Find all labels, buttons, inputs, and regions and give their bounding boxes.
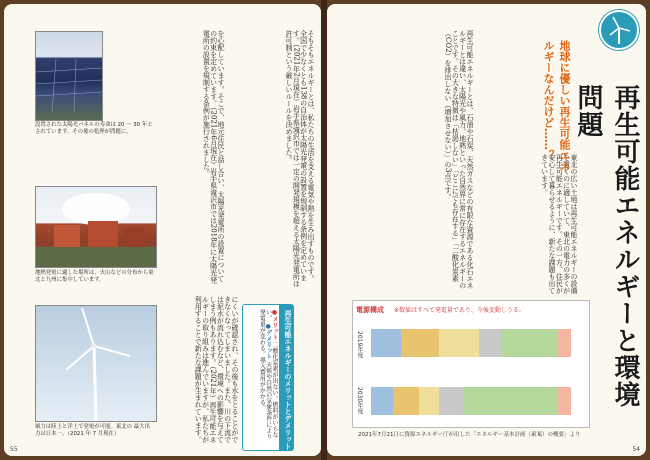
section-subtitle: 地球に優しい再生可能エネルギーなんだけど……？ <box>542 40 571 172</box>
merit-text: 二酸化炭素が出ない。燃料がいらない。 <box>264 309 278 438</box>
merit-label: ●メリット <box>271 309 278 340</box>
body-text-column: そもそもエネルギーとは、私たちの生活を支える電気や熱を生み出すものです。全国で少なくとも138の自治体が太陽光発電の設置を規制する条例を定めています。（2021年2月現在）岩手県滝沢市では一定の開発規模を超える太陽光発電所は許可制という厳しいルールを決めました。 <box>284 30 315 287</box>
wind-photo-caption: 風力は陸上と洋上で発電が可能。東北の 最大出力は日本一。（2021 年 7 月現在） <box>35 424 150 437</box>
demerit-text: 天候や自然の気象条件により発電量が変わる。導入費用がかかる。 <box>258 309 272 440</box>
wind-turbine-photo <box>35 305 157 422</box>
chart-year-label: 2019年度 <box>356 331 363 359</box>
page-number: 54 <box>632 446 640 453</box>
merit-box-body <box>245 309 277 445</box>
solar-panel-photo <box>35 31 103 121</box>
power-source-chart <box>352 300 590 428</box>
chart-year-label: 2030年度 <box>356 387 363 415</box>
chart-title: 電源構成 <box>356 306 384 314</box>
title-block <box>573 8 646 428</box>
demerit-label: ●デメリット <box>264 322 272 360</box>
body-text-column: 東北の広い土地は再生可能エネルギーの設備を置くのに適していて、東北の電力の多くが再生可能エネルギーです。その一方、住民が安心して暮らせるように、新たな課題も出てきています。 <box>540 154 578 294</box>
geothermal-plant-photo <box>35 186 157 268</box>
geothermal-photo-caption: 地熱発電に適した場所は、火山などの分布から東北と九州に集中しています。 <box>35 270 154 283</box>
chart-source: 2021年7月21日に資源エネルギー庁が出した「エネルギー基本計画（素案）の概要」より <box>358 432 581 438</box>
merit-box-heading: 再生可能エネルギーのメリットとデメリット <box>279 305 293 450</box>
page-number: 55 <box>10 446 18 453</box>
merit-demerit-box <box>242 304 294 451</box>
body-text-column: を心配しています。そこで、地元住民と話し合い、太陽光発電所の設置についての約束を定めています。（2021年6月現在）岩手県滝沢市では2018年に太陽光発電所の設置を規制する条例が施行されました。 <box>202 30 225 284</box>
left-page <box>4 4 321 456</box>
body-text-column: にくいが確認され、その後も水をとることができなくなってしまいました。また、川の下流では泥水が流れ込むなど、環境への影響を与えてしまう例もあります。（2021年）再生可能エネルギーの取り組みは進んでいますが、私たちが利用することで新たな課題が生まれています。 <box>194 296 239 444</box>
wind-turbine-icon <box>599 10 639 50</box>
body-text-column: 再生可能エネルギーとは、石油や石炭、天然ガスなどの有限な資源である化石エネルギーとは違い、太陽光や風力、地熱といった自然界に常に存在するエネルギーのことです。その大きな特徴は「枯渇しない」「どこにでも存在する」「二酸化炭素（CO2）を排出しない（増加させない）」の3点です。 <box>443 30 474 289</box>
chart-note: ※数値はすべて発電量であり、今後変動しうる。 <box>394 307 525 314</box>
solar-photo-caption: 設置された太陽光パネルの寿命は 20 ～ 30 年とされています。その後の処理が問題に。 <box>35 122 153 135</box>
page-title: 再生可能エネルギーと環境問題 <box>573 84 640 408</box>
